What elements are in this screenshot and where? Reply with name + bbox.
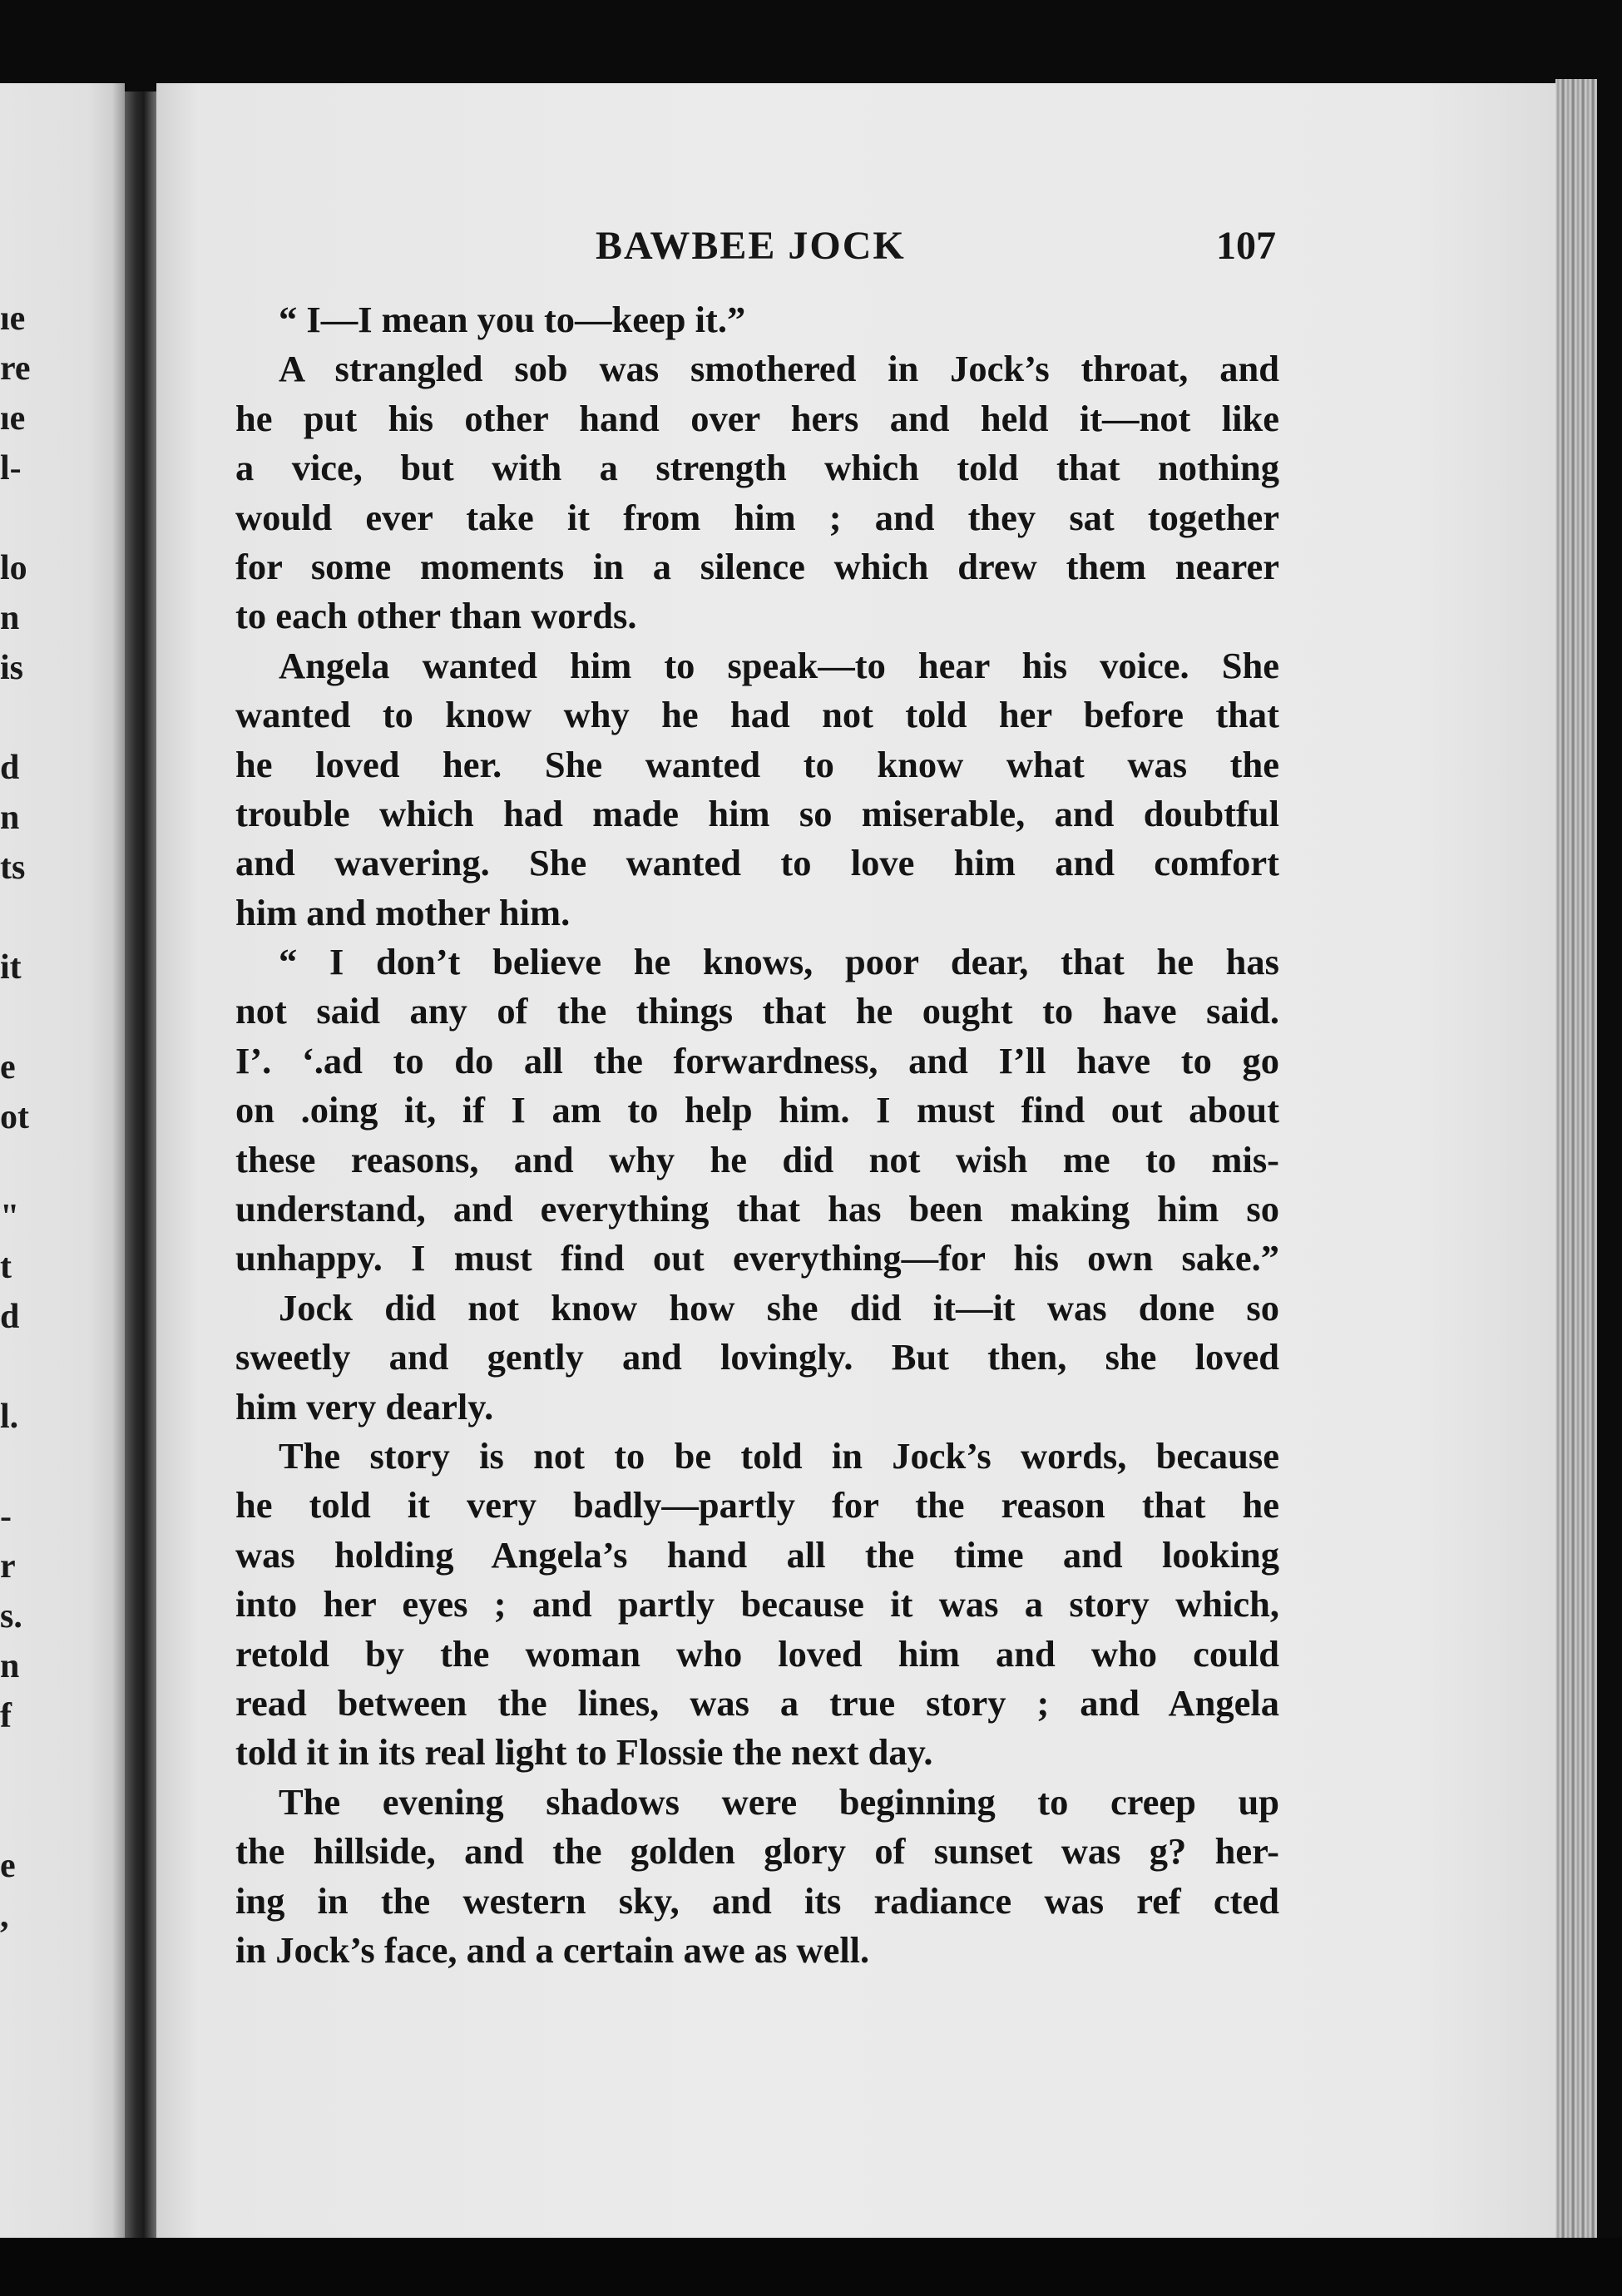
text-line: would ever take it from him ; and they sat together (235, 496, 1279, 538)
text-line: “ I don’t believe he knows, poor dear, that he has (279, 941, 1279, 983)
text-line: he told it very badly—partly for the reason that he (235, 1484, 1279, 1527)
text-line: trouble which had made him so miserable, and doubtful (235, 792, 1279, 834)
text-line: into her eyes ; and partly because it was a story which, (235, 1583, 1279, 1626)
left-page-fragment: ıe (0, 399, 26, 438)
left-page-fragment: n (0, 1647, 20, 1685)
text-line: Jock did not know how she did it—it was done so (279, 1286, 1279, 1329)
left-page-fragment: t (0, 1248, 12, 1286)
text-line: he loved her. She wanted to know what was the (235, 743, 1279, 785)
left-page-fragment: it (0, 948, 22, 987)
text-line: unhappy. I must find out everything—for his own sake.” (235, 1237, 1279, 1279)
left-page-fragment: e (0, 1847, 16, 1885)
text-line: A strangled sob was smothered in Jock’s throat, and (279, 348, 1279, 390)
left-page-fragment: lo (0, 549, 27, 587)
text-line: the hillside, and the golden glory of sunset was g? her- (235, 1830, 1279, 1873)
book-gutter (125, 92, 156, 2238)
body-text (235, 295, 1279, 1975)
text-line: in Jock’s face, and a certain awe as well. (235, 1928, 870, 1971)
left-page-fragment: , (0, 1897, 9, 1935)
text-line: I’. ‘.ad to do all the forwardness, and I’ll have to go (235, 1039, 1279, 1081)
text-line: wanted to know why he had not told her before that (235, 694, 1279, 736)
text-line: to each other than words. (235, 595, 637, 637)
text-line: on .oing it, if I am to help him. I must find out about (235, 1089, 1279, 1131)
left-page-fragment: d (0, 1298, 20, 1336)
page-number: 107 (1216, 224, 1276, 268)
text-line: The evening shadows were beginning to creep up (279, 1780, 1279, 1823)
left-page-fragment: s. (0, 1597, 22, 1635)
left-page-fragment: f (0, 1697, 12, 1735)
left-page-fragment: - (0, 1497, 12, 1536)
text-line: The story is not to be told in Jock’s words, because (279, 1434, 1279, 1477)
text-line: him and mother him. (235, 891, 571, 933)
text-line: was holding Angela’s hand all the time and looking (235, 1533, 1279, 1576)
previous-page-edge (0, 83, 125, 2238)
text-line: understand, and everything that has been making him so (235, 1188, 1279, 1230)
text-line: sweetly and gently and lovingly. But then, she loved (235, 1336, 1279, 1378)
text-line: these reasons, and why he did not wish me to mis- (235, 1138, 1279, 1180)
left-page-fragment: l- (0, 449, 22, 487)
left-page-fragment: ıe (0, 299, 26, 338)
text-line: told it in its real light to Flossie the next day. (235, 1731, 933, 1774)
text-line: ing in the western sky, and its radiance was ref cted (235, 1879, 1279, 1922)
text-line: not said any of the things that he ought to have said. (235, 990, 1279, 1032)
text-line: him very dearly. (235, 1385, 494, 1428)
left-page-fragment: e (0, 1048, 16, 1086)
left-page-fragment: " (0, 1198, 20, 1236)
left-page-fragment: ot (0, 1098, 29, 1136)
text-line: read between the lines, was a true story ; and Angela (235, 1681, 1279, 1724)
text-line: “ I—I mean you to—keep it.” (279, 299, 746, 340)
text-line: Angela wanted him to speak—to hear his voice. She (279, 644, 1279, 686)
running-title: BAWBEE JOCK (596, 224, 906, 268)
text-line: for some moments in a silence which drew them nearer (235, 545, 1279, 587)
text-line: he put his other hand over hers and held it—not like (235, 397, 1279, 439)
text-line: retold by the woman who loved him and who could (235, 1632, 1279, 1675)
left-page-fragment: d (0, 749, 20, 787)
page-edges (1555, 79, 1597, 2242)
scan-background (0, 2238, 1622, 2296)
left-page-fragment: n (0, 599, 20, 637)
text-line: and wavering. She wanted to love him and comfort (235, 842, 1279, 884)
left-page-fragment: n (0, 799, 20, 837)
left-page-fragment: ts (0, 849, 26, 887)
left-page-fragment: re (0, 349, 31, 388)
left-page-fragment: l. (0, 1398, 19, 1436)
left-page-fragment: is (0, 649, 24, 687)
left-page-fragment: r (0, 1547, 16, 1586)
text-line: a vice, but with a strength which told that nothing (235, 447, 1279, 489)
